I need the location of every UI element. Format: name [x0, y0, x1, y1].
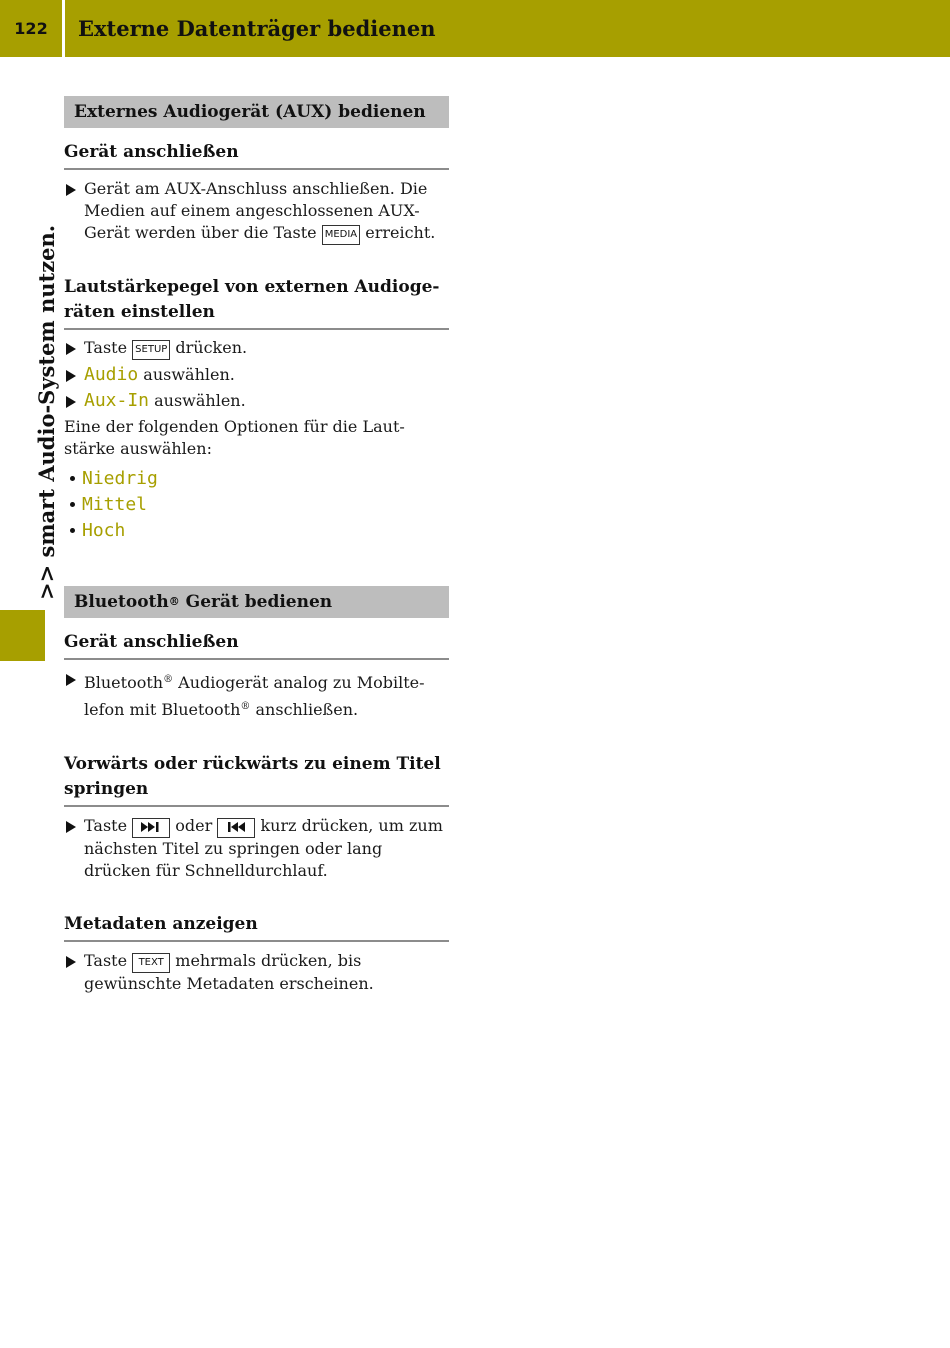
step-press-setup: Taste SETUP drücken.: [64, 337, 449, 360]
media-key: MEDIA: [322, 225, 360, 245]
subheading-aux-connect: Gerät anschließen: [64, 140, 449, 170]
header-divider: [62, 0, 65, 57]
skip-back-icon: [225, 821, 247, 833]
subheading-metadata: Metadaten anzeigen: [64, 912, 449, 942]
text-key: TEXT: [132, 953, 170, 973]
bullet-icon: [70, 502, 75, 507]
step-bt-connect: Bluetooth® Audiogerät analog zu Mobilte-lefon mit Bluetooth® anschließen.: [64, 668, 449, 722]
bullet-icon: [70, 476, 75, 481]
arrow-icon: [66, 956, 76, 968]
list-item: Hoch: [64, 518, 449, 544]
subheading-bt-connect: Gerät anschließen: [64, 630, 449, 660]
skip-back-key: [217, 818, 255, 838]
list-item: Niedrig: [64, 466, 449, 492]
arrow-icon: [66, 370, 76, 382]
side-chapter-title: >> smart Audio-System nutzen.: [34, 224, 59, 600]
page-number: 122: [14, 19, 48, 38]
menu-item-aux-in: Aux-In: [84, 390, 150, 411]
step-select-audio: Audio auswählen.: [64, 364, 449, 386]
side-marker: [0, 610, 45, 661]
setup-key: SETUP: [132, 340, 170, 360]
arrow-icon: [66, 674, 76, 686]
arrow-icon: [66, 184, 76, 196]
arrow-icon: [66, 396, 76, 408]
list-item: Mittel: [64, 492, 449, 518]
arrow-icon: [66, 343, 76, 355]
content-column: [64, 96, 449, 995]
header-bar: [0, 0, 950, 57]
menu-item-audio: Audio: [84, 364, 139, 385]
step-aux-connect: Gerät am AUX-Anschluss anschließen. Die Medien auf einem angeschlossenen AUX-Gerät werden über die Taste MEDIA erreicht.: [64, 178, 449, 245]
step-skip-track: Taste oder kurz drücken, um zum nächsten Titel zu springen oder lang drücken für Schnelldurchlauf.: [64, 815, 449, 882]
subheading-skip: Vorwärts oder rückwärts zu einem Titel springen: [64, 752, 449, 807]
page-title: Externe Datenträger bedienen: [78, 16, 436, 41]
skip-forward-icon: [140, 821, 162, 833]
arrow-icon: [66, 821, 76, 833]
volume-options-intro: Eine der folgenden Optionen für die Laut-stärke auswählen:: [64, 417, 405, 458]
bullet-icon: [70, 528, 75, 533]
step-select-aux-in: Aux-In auswählen.: [64, 390, 449, 412]
subheading-aux-volume: Lautstärkepegel von externen Audioge-räten einstellen: [64, 275, 449, 330]
section-heading-bluetooth: Bluetooth ® Gerät bedienen: [64, 586, 449, 618]
section-heading-aux: Externes Audiogerät (AUX) bedienen: [64, 96, 449, 128]
skip-forward-key: [132, 818, 170, 838]
step-metadata: Taste TEXT mehrmals drücken, bis gewünschte Metadaten erscheinen.: [64, 950, 449, 995]
